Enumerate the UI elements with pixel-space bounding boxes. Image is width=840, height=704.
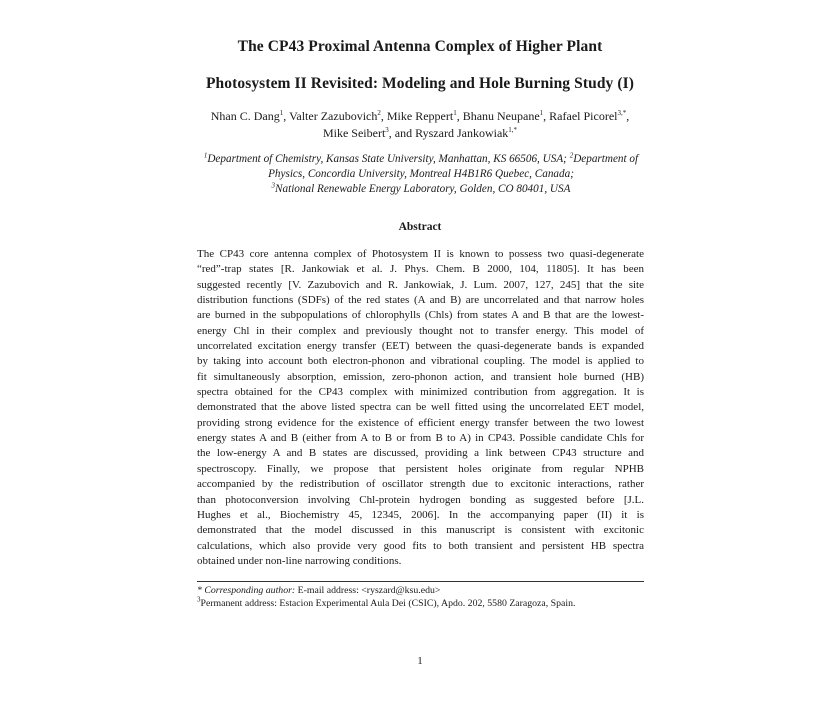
- author: Bhanu Neupane: [462, 109, 540, 123]
- abstract-heading: Abstract: [398, 221, 442, 233]
- paper-title-line-2: Photosystem II Revisited: Modeling and Hole Burning Study (I): [205, 75, 635, 92]
- author: Mike Seibert: [322, 126, 386, 140]
- author: Nhan C. Dang: [210, 109, 280, 123]
- abstract-line: calculations, which also provide very good fits to both transient and persistent HB spectra: [197, 539, 644, 552]
- abstract-line: demonstrated that the model discussed in this manuscript is consistent with excitonic: [197, 524, 644, 537]
- abstract-line: the low-energy A and B states are discussed, providing a link between CP43 structure and: [197, 447, 644, 460]
- affiliations: $^1$Department of Chemistry, Kansas State University, Manhattan, KS 66506, USA; $^2$Department of Physics, Concordia University, Montreal H4B1R6 Quebec, Canada; $^3$National Renewable Energy Laboratory, Golden, CO 80401, USA: [203, 151, 639, 195]
- corresponding-author-note: * Corresponding author: E-mail address: <ryszard@ksu.edu>: [197, 585, 441, 596]
- paper-title-line-1: The CP43 Proximal Antenna Complex of Higher Plant: [237, 38, 603, 55]
- abstract-line: by taking into account both electron-phonon and vibrational coupling. The model is applied to: [197, 355, 644, 368]
- abstract-line: The CP43 core antenna complex of Photosystem II is known to possess two quasi-degenerate: [197, 248, 644, 260]
- abstract-line: than photoconversion involving Chl-protein hydrogen bonding as suggested before [J.L.: [197, 493, 644, 506]
- abstract-line: spectroscopy. Finally, we propose that persistent holes originate from regular NPHB: [197, 462, 644, 475]
- author-list: Nhan C. Dang$^1$, Valter Zazubovich$^2$, Mike Reppert$^1$, Bhanu Neupane$^1$, Rafael Picorel$^{3,*}$, Mike Seibert$^3$, and Ryszard Jankowiak$^{1,*}$: [210, 109, 630, 140]
- permanent-address-note: $^3$Permanent address: Estacion Experimental Aula Dei (CSIC), Apdo. 202, 5580 Zaragoza, Spain.: [197, 595, 576, 609]
- abstract-line: Hughes et al., Biochemistry 45, 12345, 2006]. In the accompanying paper (II) it is: [197, 508, 644, 521]
- affiliation-1: Department of Chemistry, Kansas State University, Manhattan, KS 66506, USA;: [207, 153, 567, 165]
- affiliation-2: Department of Physics, Concordia University, Montreal H4B1R6 Quebec, Canada;: [268, 153, 639, 180]
- abstract-line: distribution functions (SDFs) of the red states (A and B) are uncorrelated and that narrow holes: [197, 294, 644, 307]
- author: Ryszard Jankowiak: [415, 126, 509, 140]
- abstract-line: providing strong evidence for the existence of efficient energy transfer between the two lowest: [197, 416, 644, 429]
- abstract-line: uncorrelated excitation energy transfer (EET) between the quasi-degenerate bands is expanded: [197, 340, 644, 353]
- author: Rafael Picorel: [549, 109, 618, 123]
- abstract-body: [197, 247, 644, 569]
- affiliation-3: National Renewable Energy Laboratory, Golden, CO 80401, USA: [275, 183, 571, 195]
- abstract-line: “red”-trap states [R. Jankowiak et al. J. Phys. Chem. B 2000, 104, 11805]. It has been: [197, 263, 644, 276]
- abstract-line: suggested recently [V. Zazubovich and R. Jankowiak, J. Lum. 2007, 127, 245] that the site: [197, 278, 644, 291]
- abstract-line: energy Chl in their complex and previously thought not to transfer energy. This model of: [197, 324, 644, 337]
- abstract-line: spectra obtained for the CP43 complex with minimized contribution from aggregation. It is: [197, 386, 644, 399]
- page-number: 1: [417, 655, 423, 667]
- footnotes: [197, 584, 644, 610]
- author: Valter Zazubovich: [289, 109, 378, 123]
- abstract-line: energy states A and B (either from A to B or from B to A) in CP43. Possible candidate Chls for: [197, 432, 644, 445]
- abstract-line: accompanied by the redistribution of oscillator strength due to excitonic interactions, rather: [197, 478, 644, 491]
- author: Mike Reppert: [386, 109, 454, 123]
- abstract-line: fit simultaneously absorption, emission, zero-phonon action, and transient hole burned (HB): [197, 370, 644, 383]
- abstract-line: obtained under non-line narrowing conditions.: [197, 554, 402, 567]
- abstract-line: are burned in the subpopulations of chlorophylls (Chls) from states A and B that are the lowest-: [197, 309, 644, 322]
- abstract-line: demonstrated that the above listed spectra can be well fitted using the uncorrelated EET model,: [197, 401, 644, 414]
- footnote-rule: [197, 581, 644, 582]
